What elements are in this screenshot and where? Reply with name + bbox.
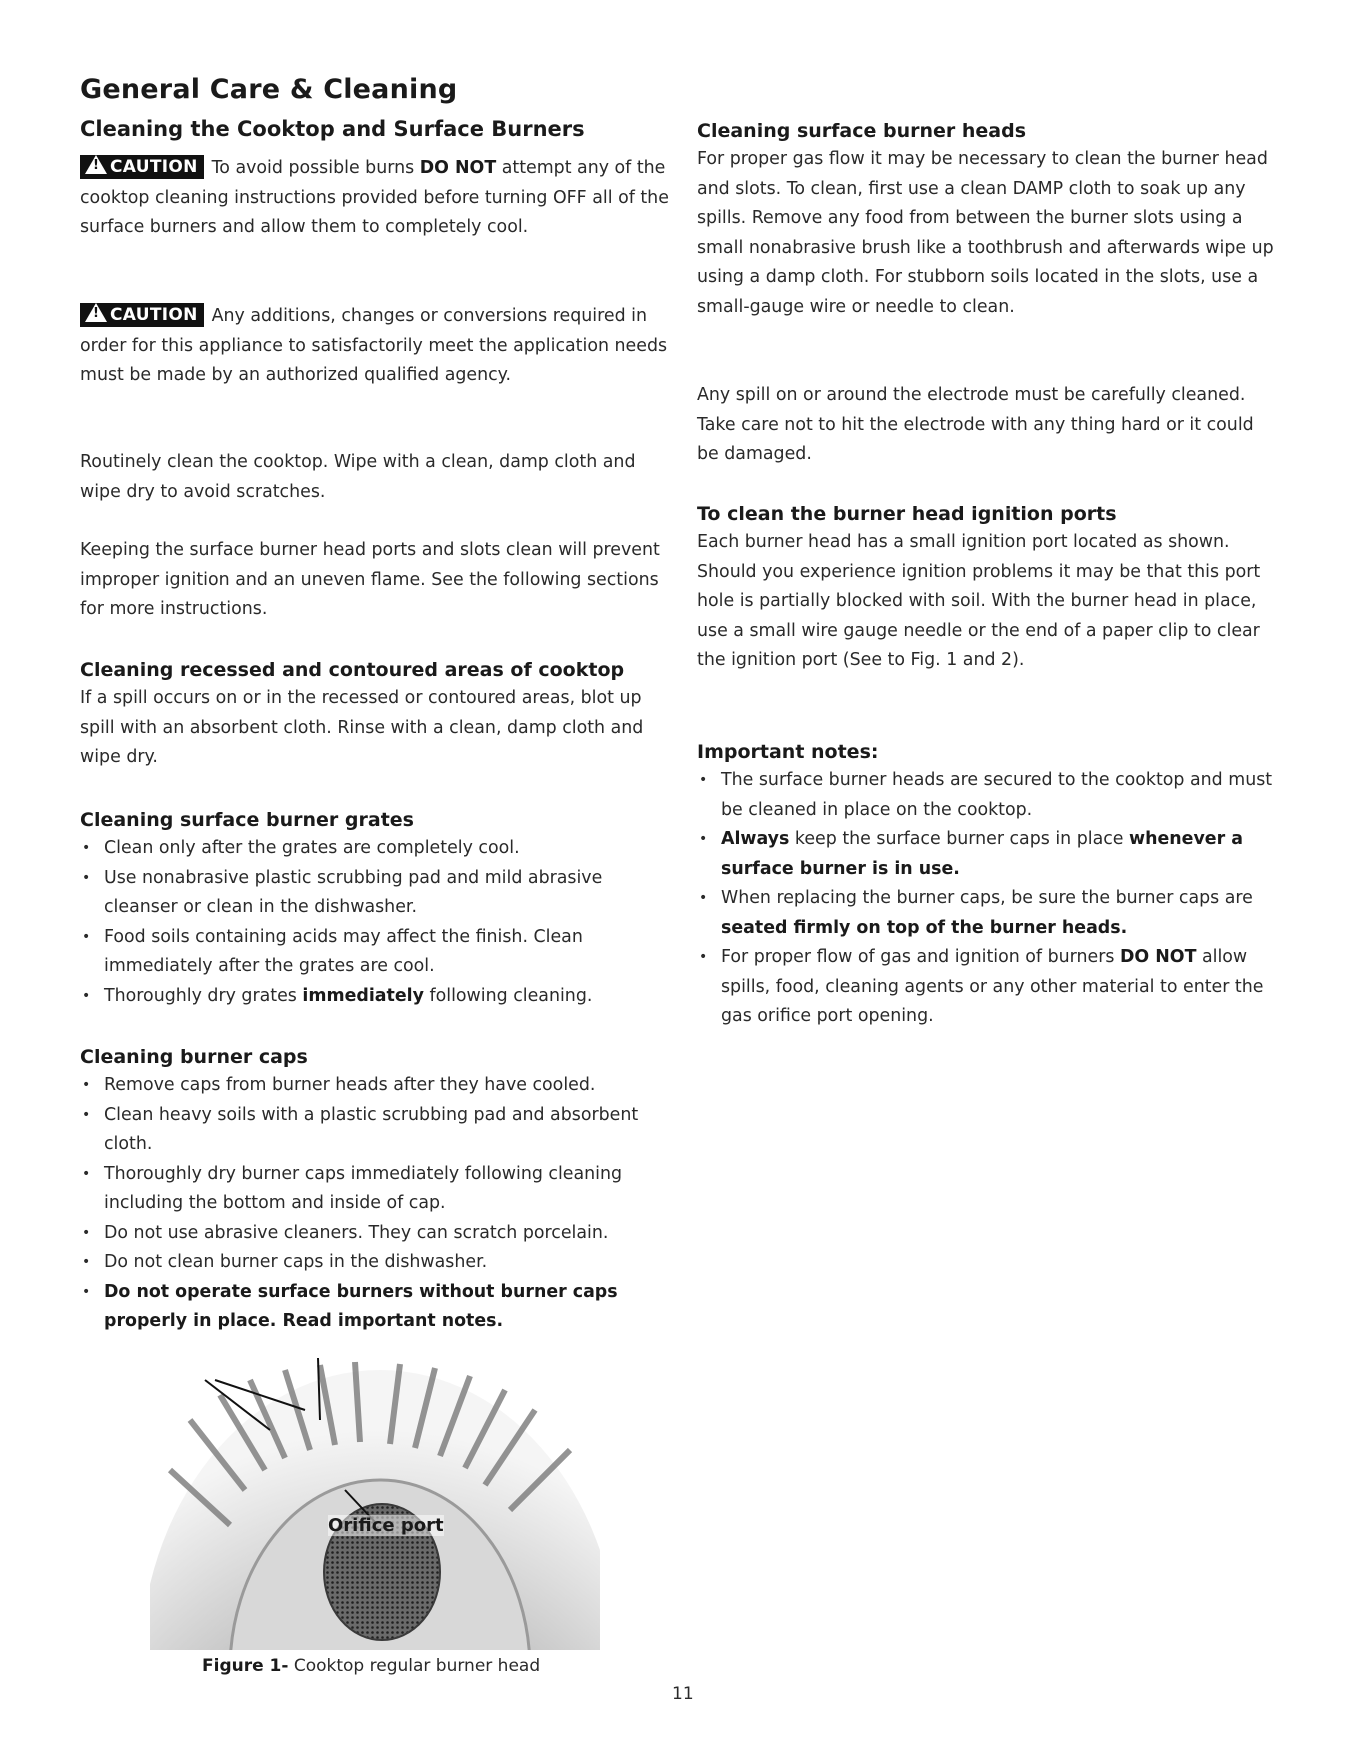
caution-badge: !CAUTION: [80, 303, 204, 327]
list-item: • The surface burner heads are secured to the cooktop and must be cleaned in place on the cooktop.: [697, 766, 1277, 825]
list-item: • Remove caps from burner heads after they have cooled.: [80, 1071, 670, 1101]
grates-title: Cleaning surface burner grates: [80, 809, 414, 831]
keeping-paragraph: Keeping the surface burner head ports and slots clean will prevent improper ignition and an uneven flame. See the following sections for more instructions.: [80, 540, 660, 619]
caution-badge: !CAUTION: [80, 155, 204, 179]
notes-list: [697, 766, 1277, 1032]
ignition-section: [697, 500, 1277, 676]
recessed-title: Cleaning recessed and contoured areas of cooktop: [80, 659, 625, 681]
page-title: General Care & Cleaning: [80, 74, 458, 105]
list-item: • Do not clean burner caps in the dishwasher.: [80, 1248, 670, 1278]
list-item: • Do not operate surface burners without burner caps properly in place. Read important notes.: [80, 1278, 670, 1337]
caps-title: Cleaning burner caps: [80, 1046, 308, 1068]
list-item: • Always keep the surface burner caps in place whenever a surface burner is in use.: [697, 825, 1277, 884]
list-item: • Clean only after the grates are completely cool.: [80, 834, 670, 864]
list-item: • Thoroughly dry burner caps immediately following cleaning including the bottom and inside of cap.: [80, 1160, 670, 1219]
grates-section: [80, 806, 670, 1011]
list-item: • Do not use abrasive cleaners. They can scratch porcelain.: [80, 1219, 670, 1249]
warning-icon: [85, 303, 107, 322]
caution-2: [80, 302, 670, 391]
caution-2-text: !CAUTION Any additions, changes or conversions required in order for this appliance to satisfactorily meet the application needs must be made by an authorized qualified agency.: [80, 302, 670, 391]
routine-paragraph: Routinely clean the cooktop. Wipe with a clean, damp cloth and wipe dry to avoid scratches.: [80, 452, 636, 502]
list-item: • Use nonabrasive plastic scrubbing pad and mild abrasive cleanser or clean in the dishwasher.: [80, 864, 670, 923]
recessed-section: [80, 656, 670, 773]
figure-caption: Figure 1- Cooktop regular burner head: [202, 1656, 541, 1676]
ignition-title: To clean the burner head ignition ports: [697, 503, 1117, 525]
electrode-paragraph: Any spill on or around the electrode must be carefully cleaned. Take care not to hit the electrode with any thing hard or it could be damaged.: [697, 385, 1254, 464]
list-item: • Food soils containing acids may affect the finish. Clean immediately after the grates are cool.: [80, 923, 670, 982]
warning-icon: [85, 155, 107, 174]
burner-head-figure: [150, 1340, 600, 1650]
section-title: Cleaning the Cooktop and Surface Burners: [80, 117, 585, 141]
list-item: • When replacing the burner caps, be sure the burner caps are seated firmly on top of the burner heads.: [697, 884, 1277, 943]
heads-title: Cleaning surface burner heads: [697, 120, 1027, 142]
list-item: • Thoroughly dry grates immediately following cleaning.: [80, 982, 670, 1012]
notes-title: Important notes:: [697, 741, 879, 763]
recessed-text: If a spill occurs on or in the recessed or contoured areas, blot up spill with an absorbent cloth. Rinse with a clean, damp cloth and wipe dry.: [80, 688, 644, 767]
heads-text: For proper gas flow it may be necessary to clean the burner head and slots. To clean, first use a clean DAMP cloth to soak up any spills. Remove any food from between the burner slots using a small nonabrasive brush like a toothbrush and afterwards wipe up using a damp cloth. For stubborn soils located in the slots, use a small-gauge wire or needle to clean.: [697, 149, 1274, 317]
list-item: • Clean heavy soils with a plastic scrubbing pad and absorbent cloth.: [80, 1101, 670, 1160]
page-number: 11: [672, 1684, 694, 1704]
ignition-text: Each burner head has a small ignition port located as shown. Should you experience ignition problems it may be that this port hole is partially blocked with soil. With the burner head in place, use a small wire gauge needle or the end of a paper clip to clear the ignition port (See to Fig. 1 and 2).: [697, 532, 1261, 670]
caps-section: [80, 1043, 670, 1337]
caps-list: [80, 1071, 670, 1337]
list-item: • For proper flow of gas and ignition of burners DO NOT allow spills, food, cleaning agents or any other material to enter the gas orifice port opening.: [697, 943, 1277, 1032]
notes-section: [697, 738, 1277, 1032]
figure-label-orifice: Orifice port: [328, 1515, 444, 1536]
caution-1-text: !CAUTION To avoid possible burns DO NOT attempt any of the cooktop cleaning instructions provided before turning OFF all of the surface burners and allow them to completely cool.: [80, 154, 670, 243]
heads-section: [697, 117, 1277, 322]
caution-1: [80, 154, 670, 243]
grates-list: [80, 834, 670, 1011]
